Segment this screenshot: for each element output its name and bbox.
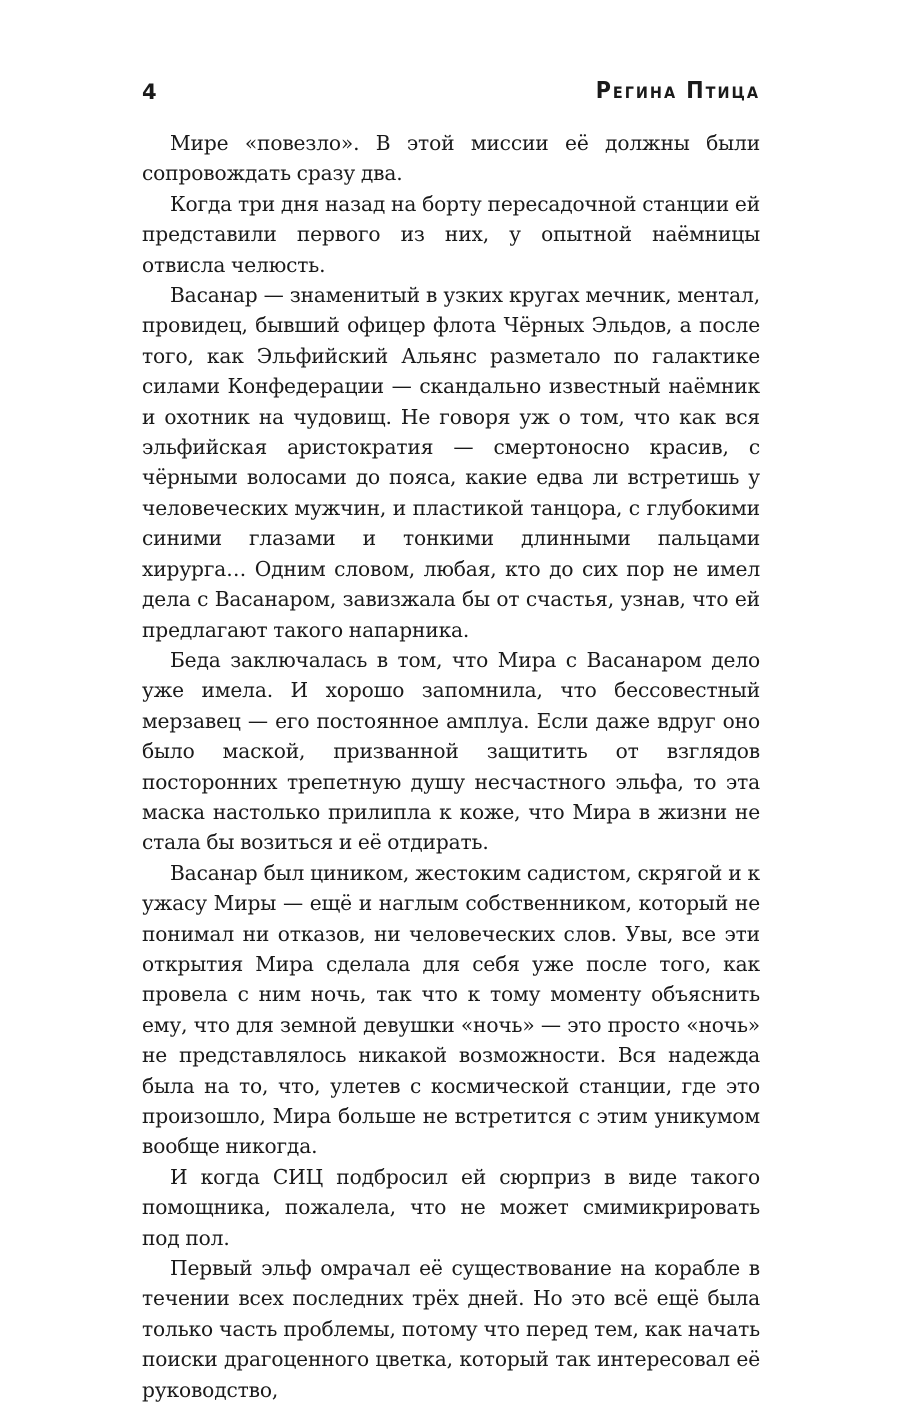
- paragraph: Васанар — знаменитый в узких кругах мечник, ментал, провидец, бывший офицер флота Чёрных Эльдов, а после того, как Эльфийский Альянс разметало по галактике силами Конфедерации — скандально известный наёмник и охотник на чудовищ. Не говоря уж о том, что как вся эльфийская аристократия — смертоносно красив, с чёрными волосами до пояса, какие едва ли встретишь у человеческих мужчин, и пластикой танцора, с глубокими синими глазами и тонкими длинными пальцами хирурга… Одним словом, любая, кто до сих пор не имел дела с Васанаром, завизжала бы от счастья, узнав, что ей предлагают такого напарника.: [142, 283, 760, 642]
- paragraph: И когда СИЦ подбросил ей сюрприз в виде такого помощника, пожалела, что не может смимикрировать под пол.: [142, 1164, 760, 1250]
- body-text: [142, 128, 760, 1405]
- paragraph: Беда заключалась в том, что Мира с Васанаром дело уже имела. И хорошо запомнила, что бессовестный мерзавец — его постоянное амплуа. Если даже вдруг оно было маской, призванной защитить от взглядов посторонних трепетную душу несчастного эльфа, то эта маска настолько прилипла к коже, что Мира в жизни не стала бы возиться и её отдирать.: [142, 647, 760, 855]
- paragraph: Когда три дня назад на борту пересадочной станции ей представили первого из них, у опытной наёмницы отвисла челюсть.: [142, 191, 760, 277]
- page-number: 4: [142, 80, 157, 104]
- book-author: Регина Птица: [595, 78, 760, 104]
- paragraph: Васанар был циником, жестоким садистом, скрягой и к ужасу Миры — ещё и наглым собственником, который не понимал ни отказов, ни человеческих слов. Увы, все эти открытия Мира сделала для себя уже после того, как провела с ним ночь, так что к тому моменту объяснить ему, что для земной девушки «ночь» — это просто «ночь» не представлялось никакой возможности. Вся надежда была на то, что, улетев с космической станции, где это произошло, Мира больше не встретится с этим уникумом вообще никогда.: [142, 860, 760, 1159]
- paragraph: Первый эльф омрачал её существование на корабле в течении всех последних трёх дней. Но это всё ещё была только часть проблемы, потому что перед тем, как начать поиски драгоценного цветка, который так интересовал её руководство,: [142, 1256, 760, 1402]
- running-head: [142, 74, 760, 114]
- paragraph: Мире «повезло». В этой миссии её должны были сопровождать сразу два.: [142, 131, 760, 186]
